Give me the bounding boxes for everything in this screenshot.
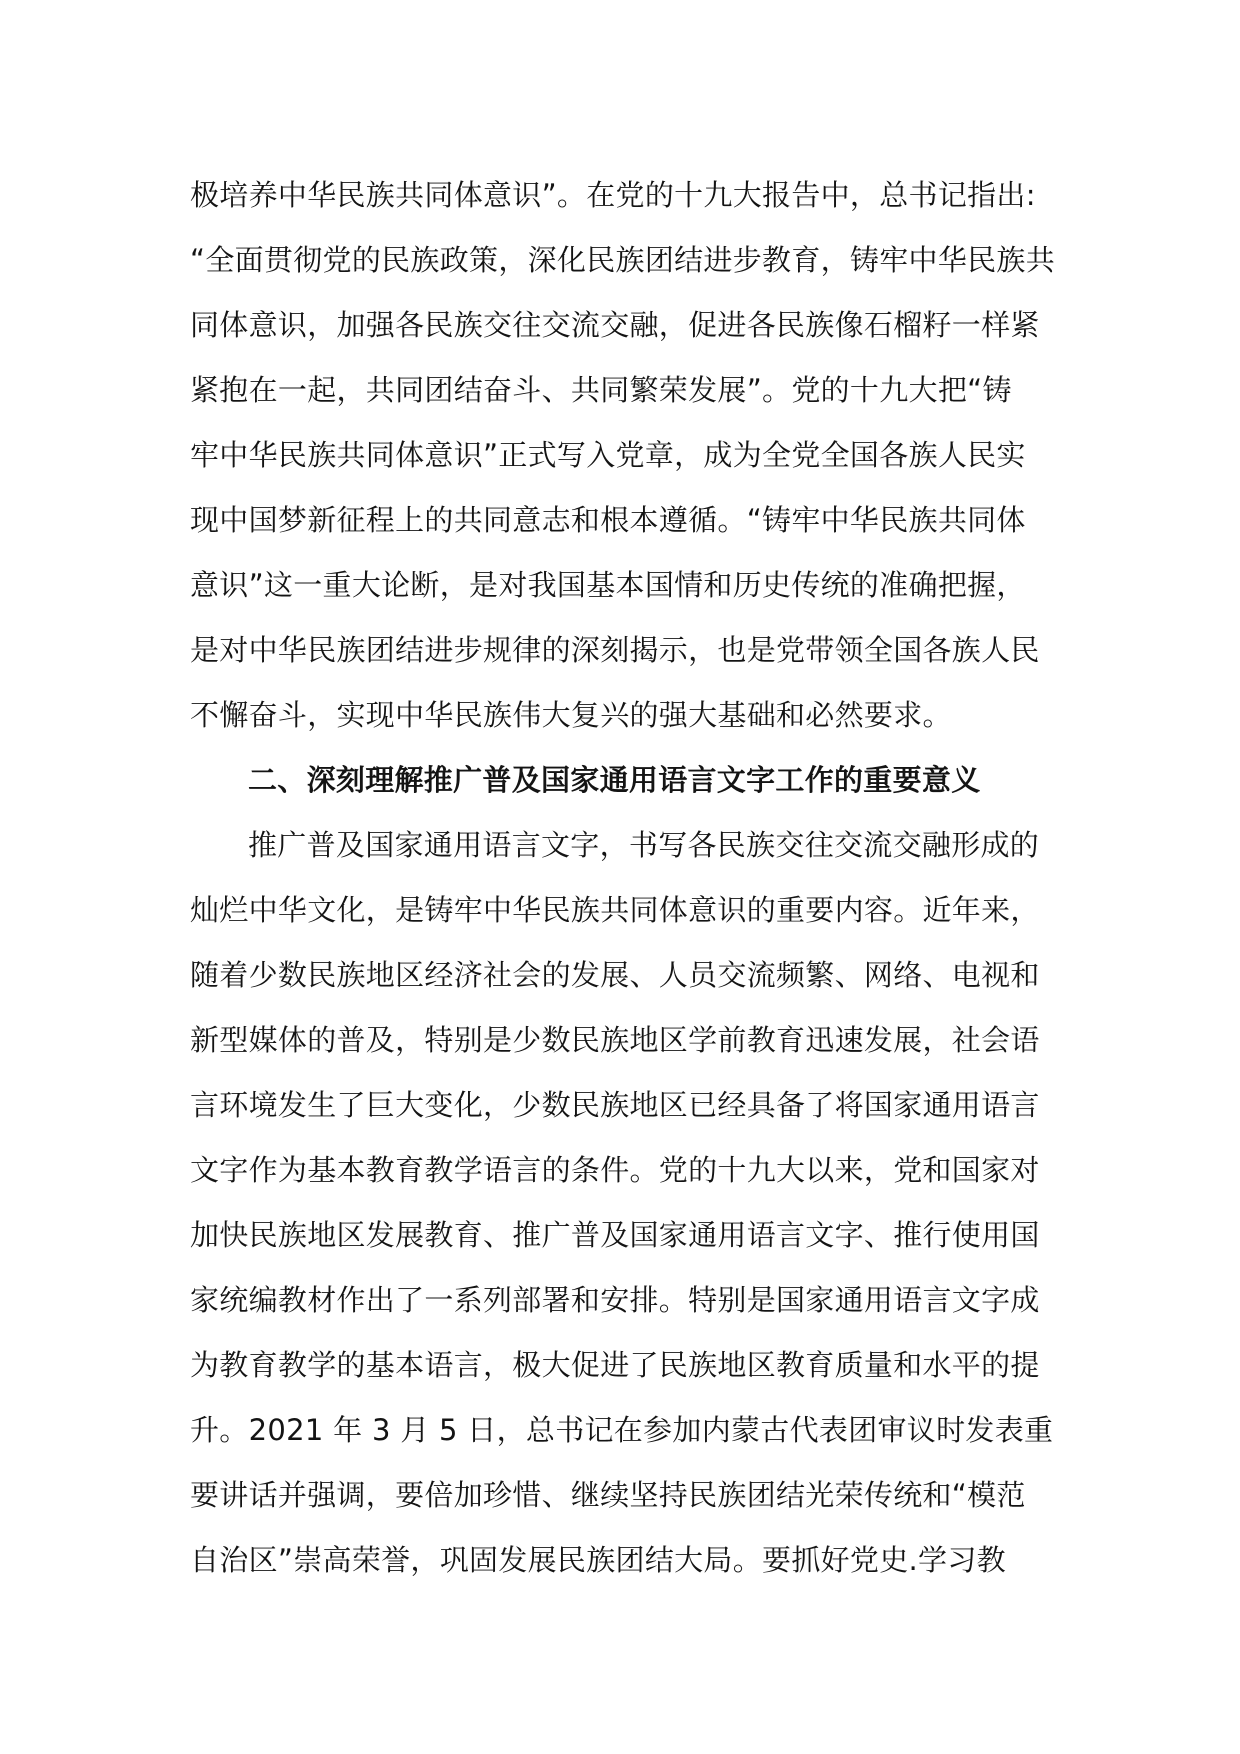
paragraph-line: 自治区”崇高荣誉，巩固发展民族团结大局。要抓好党史.学习教 [190, 1543, 1006, 1577]
document-body [190, 163, 1070, 1593]
section-heading: 二、深刻理解推广普及国家通用语言文字工作的重要意义 [248, 763, 981, 797]
paragraph-line: 新型媒体的普及，特别是少数民族地区学前教育迅速发展，社会语 [190, 1023, 1040, 1057]
body-line: 不懈奋斗，实现中华民族伟大复兴的强大基础和必然要求。 [190, 698, 952, 732]
body-line: “全面贯彻党的民族政策，深化民族团结进步教育，铸牢中华民族共 [190, 243, 1056, 277]
paragraph-line: 为教育教学的基本语言，极大促进了民族地区教育质量和水平的提 [190, 1348, 1040, 1382]
paragraph-line: 家统编教材作出了一系列部署和安排。特别是国家通用语言文字成 [190, 1283, 1040, 1317]
paragraph-line: 要讲话并强调，要倍加珍惜、继续坚持民族团结光荣传统和“模范 [190, 1478, 1026, 1512]
body-line: 紧抱在一起，共同团结奋斗、共同繁荣发展”。党的十九大把“铸 [190, 373, 1012, 407]
body-line: 同体意识，加强各民族交往交流交融，促进各民族像石榴籽一样紧 [190, 308, 1040, 342]
paragraph-line: 灿烂中华文化，是铸牢中华民族共同体意识的重要内容。近年来， [190, 893, 1040, 927]
paragraph-line: 言环境发生了巨大变化，少数民族地区已经具备了将国家通用语言 [190, 1088, 1040, 1122]
paragraph-line: 加快民族地区发展教育、推广普及国家通用语言文字、推行使用国 [190, 1218, 1040, 1252]
paragraph-line: 文字作为基本教育教学语言的条件。党的十九大以来，党和国家对 [190, 1153, 1040, 1187]
paragraph-line: 随着少数民族地区经济社会的发展、人员交流频繁、网络、电视和 [190, 958, 1040, 992]
body-line: 意识”这一重大论断，是对我国基本国情和历史传统的准确把握， [190, 568, 1026, 602]
body-line: 牢中华民族共同体意识”正式写入党章，成为全党全国各族人民实 [190, 438, 1026, 472]
body-line: 是对中华民族团结进步规律的深刻揭示，也是党带领全国各族人民 [190, 633, 1040, 667]
paragraph-line: 升。2021 年 3 月 5 日，总书记在参加内蒙古代表团审议时发表重 [190, 1413, 1054, 1447]
body-line: 现中国梦新征程上的共同意志和根本遵循。“铸牢中华民族共同体 [190, 503, 1026, 537]
paragraph-first-line: 推广普及国家通用语言文字，书写各民族交往交流交融形成的 [248, 828, 1040, 862]
body-line: 极培养中华民族共同体意识”。在党的十九大报告中，总书记指出: [190, 178, 1036, 212]
